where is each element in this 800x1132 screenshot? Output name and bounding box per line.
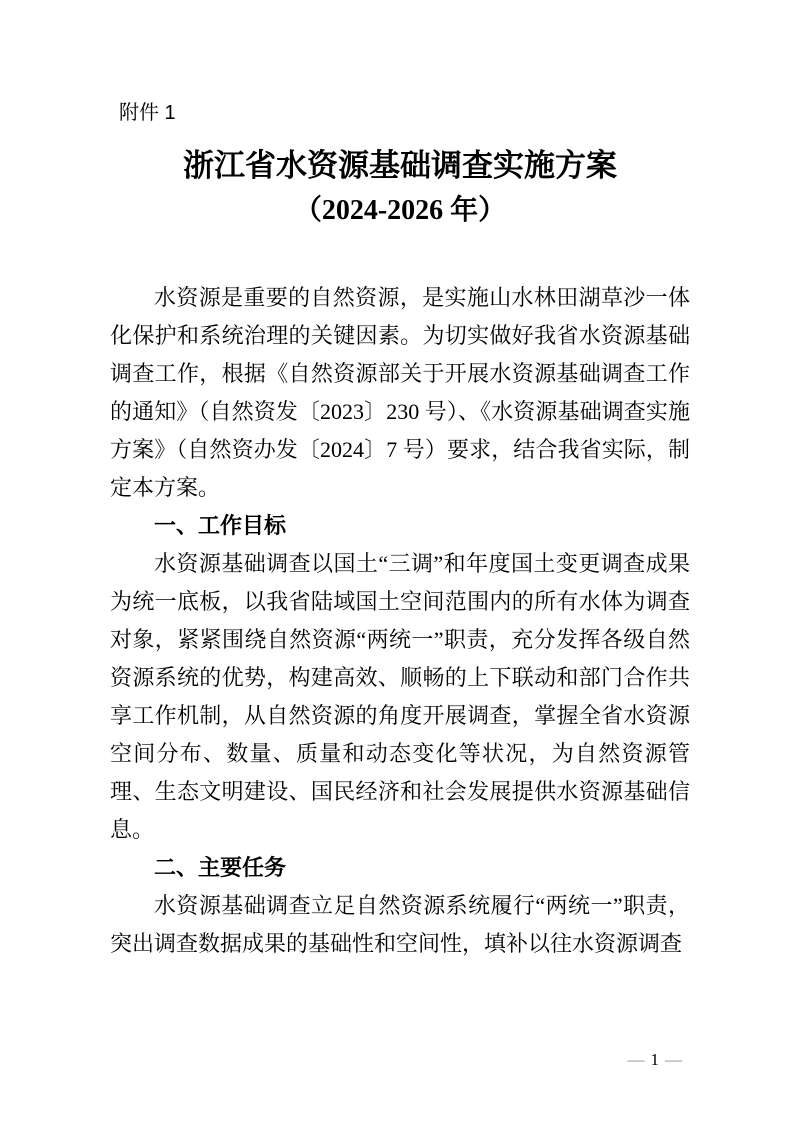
section-heading-main-tasks: 二、主要任务	[154, 855, 287, 880]
page-number	[628, 1049, 683, 1071]
page-number-dash-left: —	[627, 1050, 645, 1069]
paragraph-intro: 水资源是重要的自然资源，是实施山水林田湖草沙一体化保护和系统治理的关键因素。为切实做好我省水资源基础调查工作，根据《自然资源部关于开展水资源基础调查工作的通知》（自然资发〔2023〕230 号）、《水资源基础调查实施方案》（自然资办发〔2024〕7 号）要求，结合我省实际，制定本方案。	[110, 285, 690, 500]
page-number-value: 1	[650, 1050, 659, 1069]
paragraph-main-tasks: 水资源基础调查立足自然资源系统履行“两统一”职责，突出调查数据成果的基础性和空间性，填补以往水资源调查	[110, 893, 690, 956]
paragraph-work-goals: 水资源基础调查以国土“三调”和年度国土变更调查成果为统一底板，以我省陆域国土空间范围内的所有水体为调查对象，紧紧围绕自然资源“两统一”职责，充分发挥各级自然资源系统的优势，构建高效、顺畅的上下联动和部门合作共享工作机制，从自然资源的角度开展调查，掌握全省水资源空间分布、数量、质量和动态变化等状况，为自然资源管理、生态文明建设、国民经济和社会发展提供水资源基础信息。	[110, 551, 690, 842]
section-heading-work-goals: 一、工作目标	[154, 513, 287, 538]
document-body	[110, 279, 690, 963]
attachment-label: 附件 1	[119, 102, 176, 124]
page-number-dash-right: —	[665, 1050, 682, 1069]
document-subtitle: （2024-2026 年）	[293, 195, 507, 226]
document-title: 浙江省水资源基础调查实施方案	[183, 148, 617, 183]
